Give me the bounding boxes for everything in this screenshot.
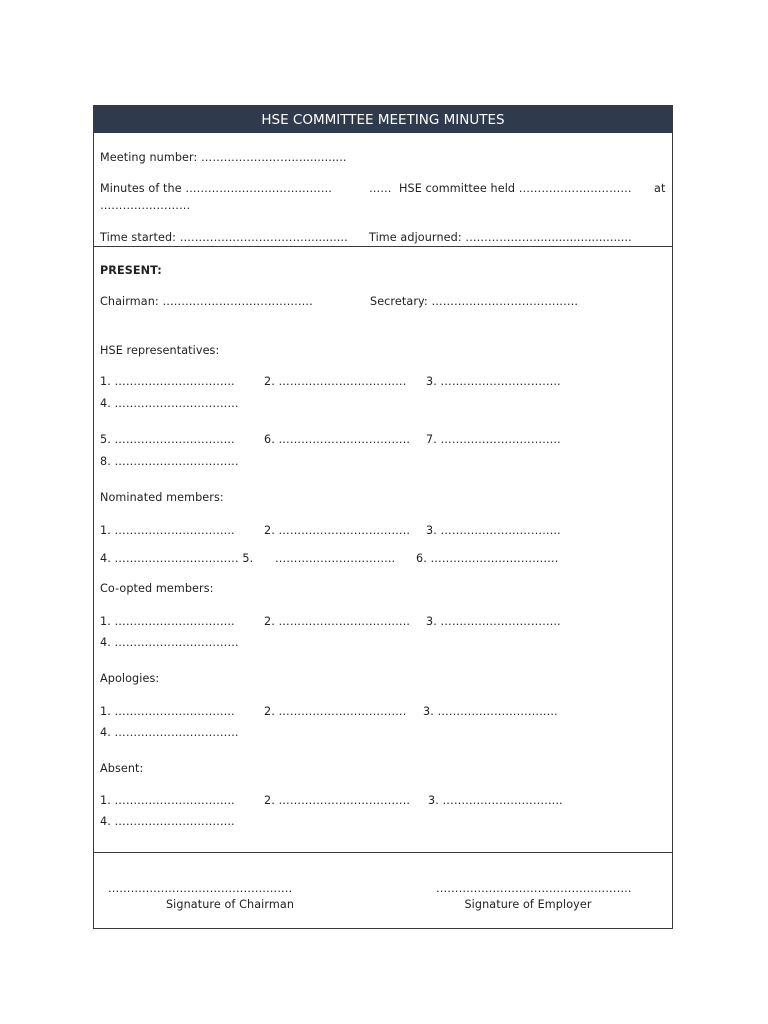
- time-adjourned-field[interactable]: Time adjourned: ………………...........................: [369, 231, 632, 244]
- absent-4-field[interactable]: 4. …………………………..: [100, 815, 235, 828]
- absent-2-field[interactable]: 2. ……………………………..: [264, 794, 411, 807]
- absent-label: Absent:: [100, 762, 144, 775]
- coopted-4-field[interactable]: 4. ……………………………: [100, 636, 239, 649]
- apology-4-field[interactable]: 4. ……………………………: [100, 726, 239, 739]
- nominated-1-field[interactable]: 1. …………………………..: [100, 524, 235, 537]
- form-title: HSE COMMITTEE MEETING MINUTES: [94, 106, 672, 133]
- venue-field[interactable]: ……………………: [100, 199, 191, 212]
- hse-rep-5-field[interactable]: 5. …………………………..: [100, 433, 235, 446]
- nominated-2-field[interactable]: 2. ……………………………..: [264, 524, 411, 537]
- employer-signature-line[interactable]: …………………………………………….: [436, 882, 632, 895]
- hse-rep-2-field[interactable]: 2. …………………………….: [264, 375, 407, 388]
- absent-1-field[interactable]: 1. …………………………..: [100, 794, 235, 807]
- meeting-number-field[interactable]: Meeting number: ………………………............: [100, 151, 347, 164]
- hse-rep-8-field[interactable]: 8. ……………………………: [100, 455, 239, 468]
- chairman-signature-line[interactable]: ………………………………………….: [108, 882, 293, 895]
- apology-3-field[interactable]: 3. …………………………..: [423, 705, 558, 718]
- coopted-3-field[interactable]: 3. …………………………..: [426, 615, 561, 628]
- apology-1-field[interactable]: 1. …………………………..: [100, 705, 235, 718]
- hse-rep-7-field[interactable]: 7. …………………………..: [426, 433, 561, 446]
- hse-rep-4-field[interactable]: 4. ……………………………: [100, 397, 239, 410]
- absent-3-field[interactable]: 3. …………………………..: [428, 794, 563, 807]
- minutes-gap-field[interactable]: ……: [369, 182, 392, 195]
- nominated-5-field[interactable]: …………………………..: [275, 552, 396, 565]
- apology-2-field[interactable]: 2. …………………………….: [264, 705, 407, 718]
- coopted-1-field[interactable]: 1. …………………………..: [100, 615, 235, 628]
- hse-rep-1-field[interactable]: 1. …………………………..: [100, 375, 235, 388]
- at-label: at: [654, 182, 666, 195]
- minutes-of-the-field[interactable]: Minutes of the …………………………………: [100, 182, 333, 195]
- meeting-minutes-form: [93, 105, 673, 929]
- time-started-field[interactable]: Time started: ……………………………............: [100, 231, 348, 244]
- hse-rep-6-field[interactable]: 6. ……………………………..: [264, 433, 411, 446]
- chairman-signature-label: Signature of Chairman: [165, 898, 295, 911]
- nominated-members-label: Nominated members:: [100, 491, 224, 504]
- employer-signature-label: Signature of Employer: [464, 898, 592, 911]
- hse-representatives-label: HSE representatives:: [100, 344, 220, 357]
- secretary-field[interactable]: Secretary: …………………………………: [370, 295, 579, 308]
- nominated-3-field[interactable]: 3. …………………………..: [426, 524, 561, 537]
- apologies-label: Apologies:: [100, 672, 160, 685]
- committee-held-field[interactable]: HSE committee held …………………………: [399, 182, 632, 195]
- signature-divider: [94, 852, 672, 853]
- chairman-field[interactable]: Chairman: ………………………………….: [100, 295, 313, 308]
- coopted-members-label: Co-opted members:: [100, 582, 214, 595]
- present-heading: PRESENT:: [100, 264, 162, 277]
- header-divider: [94, 246, 672, 247]
- hse-rep-3-field[interactable]: 3. …………………………..: [426, 375, 561, 388]
- nominated-4-field[interactable]: 4. …………………………… 5.: [100, 552, 254, 565]
- coopted-2-field[interactable]: 2. ……………………………..: [264, 615, 411, 628]
- nominated-6-field[interactable]: 6. …………………………….: [416, 552, 559, 565]
